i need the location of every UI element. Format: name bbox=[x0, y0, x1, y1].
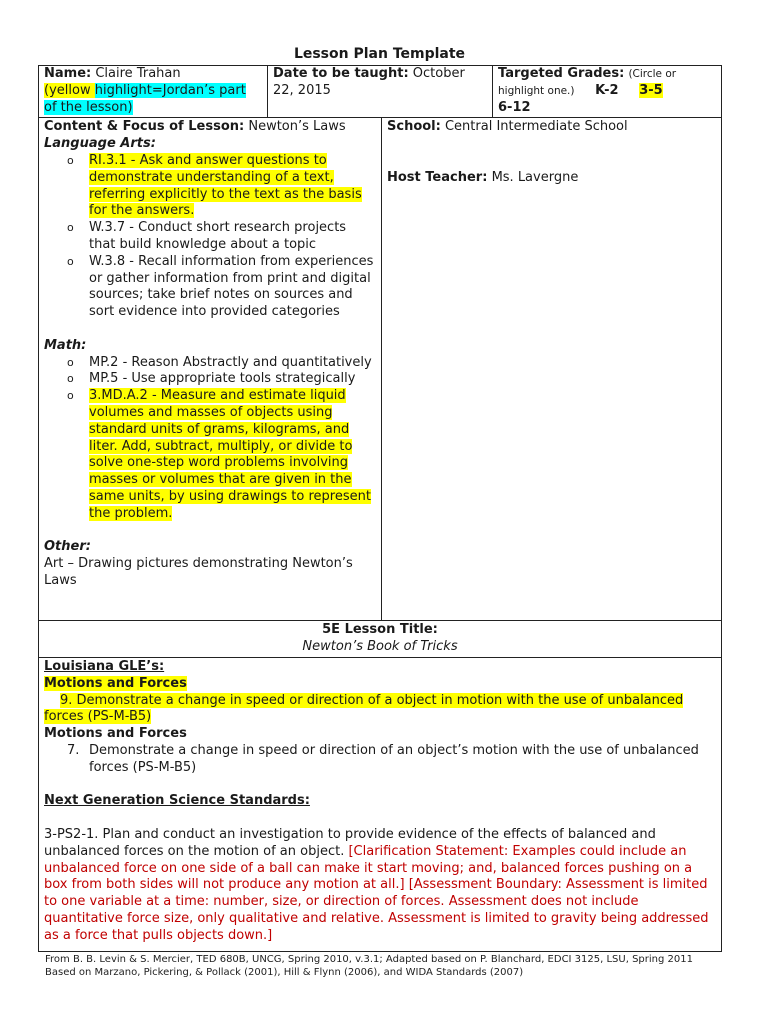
host-teacher-line bbox=[387, 170, 716, 187]
list-item bbox=[44, 153, 376, 220]
list-item bbox=[44, 388, 376, 522]
ngss-clarification: [Clarification Statement: Examples could include an unbalanced force on one side of a ball can make it start moving; and, balanced forces pushing on a box from both sides will not produce any motion at all.] [Assessment Boundary: Assessment is limited to one variable at a time: number, size, or direction of forces. Assessment does not include quantitative force size, only qualitative and relative. Assessment is limited to gravity being addressed as a force that pulls objects down.] bbox=[44, 843, 709, 943]
focus-label: Content & Focus of Lesson: bbox=[44, 119, 245, 135]
content-focus-cell bbox=[39, 118, 382, 621]
content-row bbox=[39, 118, 722, 621]
gle-7-text: Demonstrate a change in speed or direction of an object’s motion with the use of unbalanced forces (PS-M-B5) bbox=[89, 742, 699, 775]
ngss-standard bbox=[44, 827, 716, 945]
ngss-heading: Next Generation Science Standards: bbox=[44, 793, 310, 809]
lesson-plan-table bbox=[38, 65, 722, 952]
ngss-3-ps2-1: 3-PS2-1. Plan and conduct an investigation to provide evidence of the effects of balanced and unbalanced forces on the motion of an object. bbox=[44, 826, 656, 859]
grade-3-5: 3-5 bbox=[639, 82, 663, 98]
highlight-note-prefix: (yellow bbox=[44, 82, 95, 98]
lesson-title-label: 5E Lesson Title: bbox=[322, 622, 438, 638]
language-arts-heading: Language Arts: bbox=[44, 136, 156, 152]
grades-note: (Circle or highlight one.) bbox=[498, 68, 677, 97]
date-value: October 22, 2015 bbox=[273, 66, 465, 98]
lesson-title-value: Newton’s Book of Tricks bbox=[302, 639, 458, 655]
math-list bbox=[44, 355, 376, 523]
school-line bbox=[387, 119, 716, 136]
footer-line-1: From B. B. Levin & S. Mercier, TED 680B, UNCG, Spring 2010, v.3.1; Adapted based on P. Blanchard, EDCI 3125, LSU, Spring 2011 bbox=[45, 954, 693, 965]
grades-label: Targeted Grades: bbox=[498, 66, 625, 81]
teacher-name: Claire Trahan bbox=[95, 66, 181, 81]
school-label: School: bbox=[387, 119, 441, 135]
name-label: Name: bbox=[44, 66, 92, 81]
standard-ri-3-1: RI.3.1 - Ask and answer questions to demonstrate understanding of a text, referring explicitly to the text as the basis for the answers. bbox=[89, 152, 362, 219]
circle-bullet-icon: o bbox=[67, 153, 74, 167]
school-cell bbox=[382, 118, 722, 621]
school-value: Central Intermediate School bbox=[444, 119, 628, 135]
footer-citation bbox=[45, 953, 693, 979]
motions-forces-heading-2: Motions and Forces bbox=[44, 726, 187, 742]
lesson-title-row bbox=[39, 621, 722, 658]
standards-row bbox=[39, 657, 722, 951]
document-title: Lesson Plan Template bbox=[293, 46, 466, 62]
standard-mp-5: MP.5 - Use appropriate tools strategically bbox=[89, 371, 356, 387]
language-arts-list bbox=[44, 153, 376, 321]
gle-heading: Louisiana GLE’s: bbox=[44, 658, 165, 674]
circle-bullet-icon: o bbox=[67, 254, 74, 268]
date-cell bbox=[268, 66, 493, 118]
standard-mp-2: MP.2 - Reason Abstractly and quantitatively bbox=[89, 354, 372, 370]
grades-cell bbox=[493, 66, 722, 118]
circle-bullet-icon: o bbox=[67, 389, 74, 403]
highlight-note: highlight=Jordan’s part of the lesson) bbox=[44, 82, 246, 115]
list-item bbox=[44, 355, 376, 372]
standard-w-3-8: W.3.8 - Recall information from experiences or gather information from print and digital sources; take brief notes on sources and sort evidence into provided categories bbox=[89, 253, 374, 320]
standard-w-3-7: W.3.7 - Conduct short research projects that build knowledge about a topic bbox=[89, 220, 347, 252]
host-teacher-value: Ms. Lavergne bbox=[491, 169, 579, 185]
lesson-plan-page bbox=[38, 44, 721, 952]
list-item bbox=[44, 220, 376, 254]
list-item bbox=[44, 254, 376, 321]
standards-cell bbox=[39, 657, 722, 951]
host-teacher-label: Host Teacher: bbox=[387, 169, 488, 185]
circle-bullet-icon: o bbox=[67, 355, 74, 369]
focus-line bbox=[44, 119, 376, 136]
lesson-title-cell bbox=[39, 621, 722, 658]
gle-7 bbox=[44, 743, 716, 777]
math-heading: Math: bbox=[44, 337, 87, 353]
other-value: Art – Drawing pictures demonstrating Newton’s Laws bbox=[44, 556, 353, 588]
grade-k-2: K-2 bbox=[595, 82, 619, 98]
grade-6-12: 6-12 bbox=[498, 99, 531, 115]
standard-3-md-a-2: 3.MD.A.2 - Measure and estimate liquid volumes and masses of objects using standard units of grams, kilograms, and liter. Add, subtract, multiply, or divide to solve one-step word problems involving masses or volumes that are given in the same units, by using drawings to represent the problem. bbox=[89, 388, 371, 521]
other-heading: Other: bbox=[44, 539, 91, 555]
footer-line-2: Based on Marzano, Pickering, & Pollack (2001), Hill & Flynn (2006), and WIDA Standards (2007) bbox=[45, 967, 524, 978]
name-cell bbox=[39, 66, 268, 118]
header-row bbox=[39, 66, 722, 118]
gle-7-number: 7. bbox=[67, 742, 80, 758]
circle-bullet-icon: o bbox=[67, 221, 74, 235]
list-item bbox=[44, 371, 376, 388]
motions-forces-heading-1: Motions and Forces bbox=[44, 675, 187, 691]
date-label: Date to be taught: bbox=[273, 66, 409, 81]
circle-bullet-icon: o bbox=[67, 372, 74, 386]
focus-value: Newton’s Laws bbox=[248, 119, 346, 135]
gle-9: 9. Demonstrate a change in speed or direction of a object in motion with the use of unbalanced forces (PS-M-B5) bbox=[44, 692, 684, 725]
